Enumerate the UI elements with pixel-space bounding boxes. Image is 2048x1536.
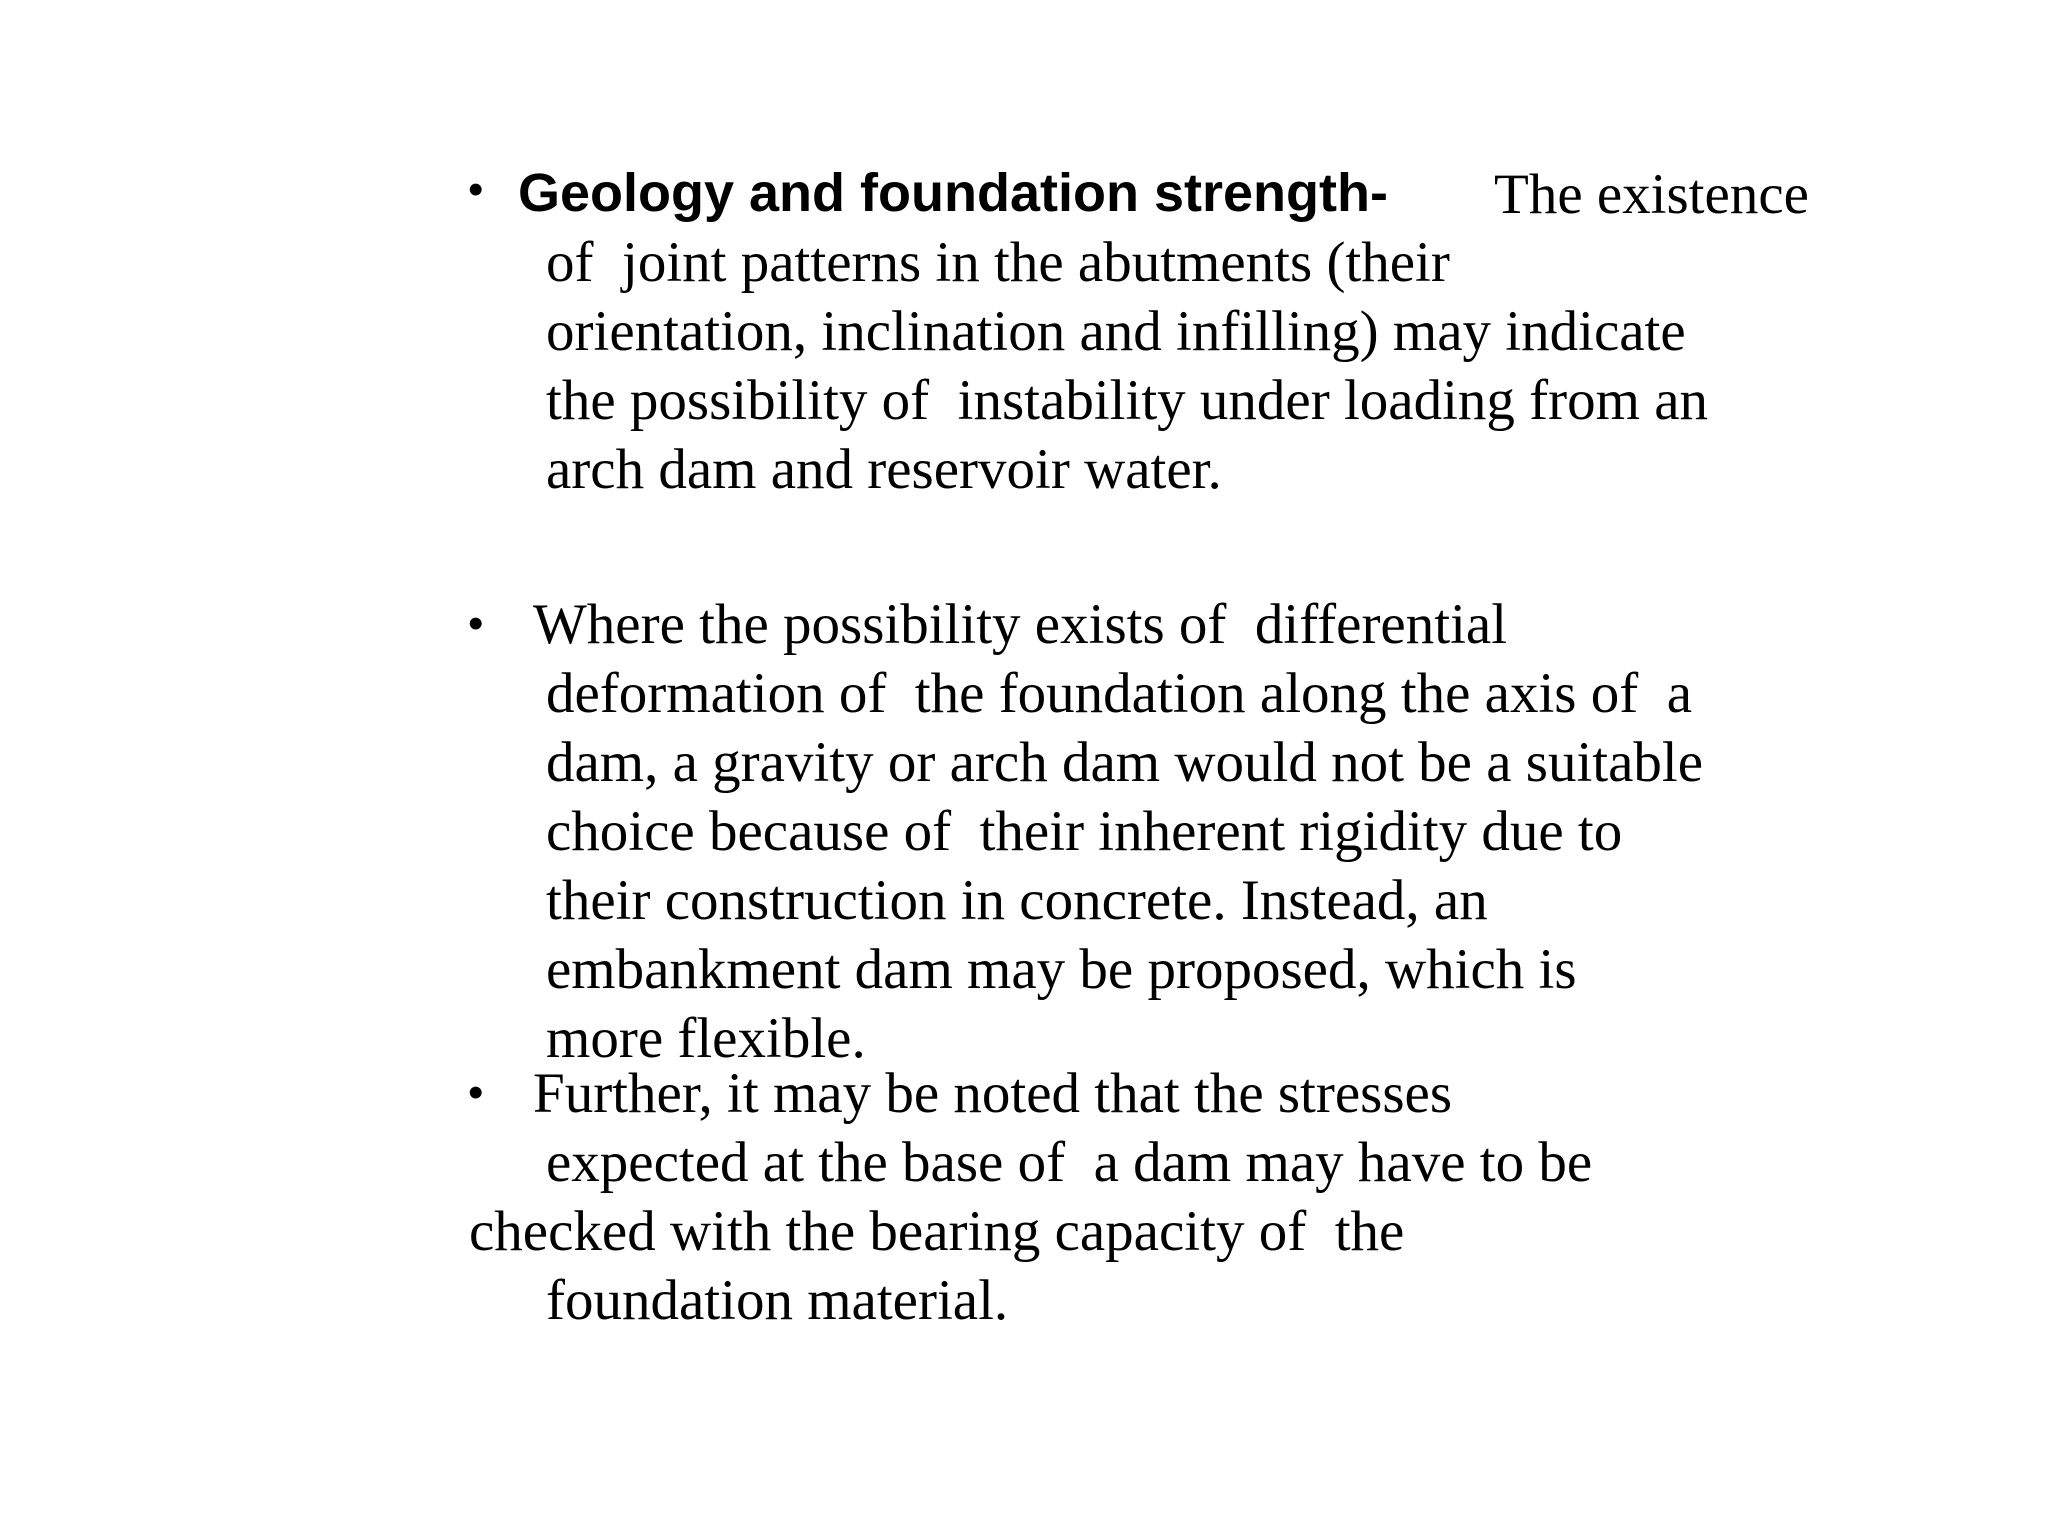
bullet-2-line-4: choice because of their inherent rigidity due to (546, 800, 1623, 863)
bullet-2-line-6: embankment dam may be proposed, which is (546, 938, 1577, 1001)
bullet-1-line-3: orientation, inclination and infilling) may indicate (546, 300, 1686, 363)
bullet-marker-1: • (468, 165, 484, 214)
bullet-1-line-5: arch dam and reservoir water. (546, 438, 1222, 501)
bullet-3-line-1: Further, it may be noted that the stresses (533, 1062, 1453, 1125)
bullet-2-line-2: deformation of the foundation along the axis of a (546, 662, 1693, 725)
bullet-3-line-4: foundation material. (546, 1269, 1009, 1332)
bullet-2-line-5: their construction in concrete. Instead, an (546, 869, 1488, 932)
bullet-1-line-4: the possibility of instability under loading from an (546, 369, 1709, 432)
bullet-marker-3: • (468, 1068, 484, 1117)
bullet-2-line-7: more flexible. (546, 1007, 866, 1070)
bullet-marker-2: • (468, 599, 484, 648)
bullet-2-line-1: Where the possibility exists of differential (533, 593, 1508, 656)
bullet-1-line-1: The existence (1494, 163, 1809, 226)
bullet-2-line-3: dam, a gravity or arch dam would not be a suitable (546, 731, 1704, 794)
bullet-3-line-2: expected at the base of a dam may have to be (546, 1131, 1593, 1194)
bullet-1-line-2: of joint patterns in the abutments (their (546, 231, 1450, 294)
bullet-3-line-3: checked with the bearing capacity of the (469, 1200, 1405, 1263)
bullet-1-heading: Geology and foundation strength- (518, 163, 1388, 223)
